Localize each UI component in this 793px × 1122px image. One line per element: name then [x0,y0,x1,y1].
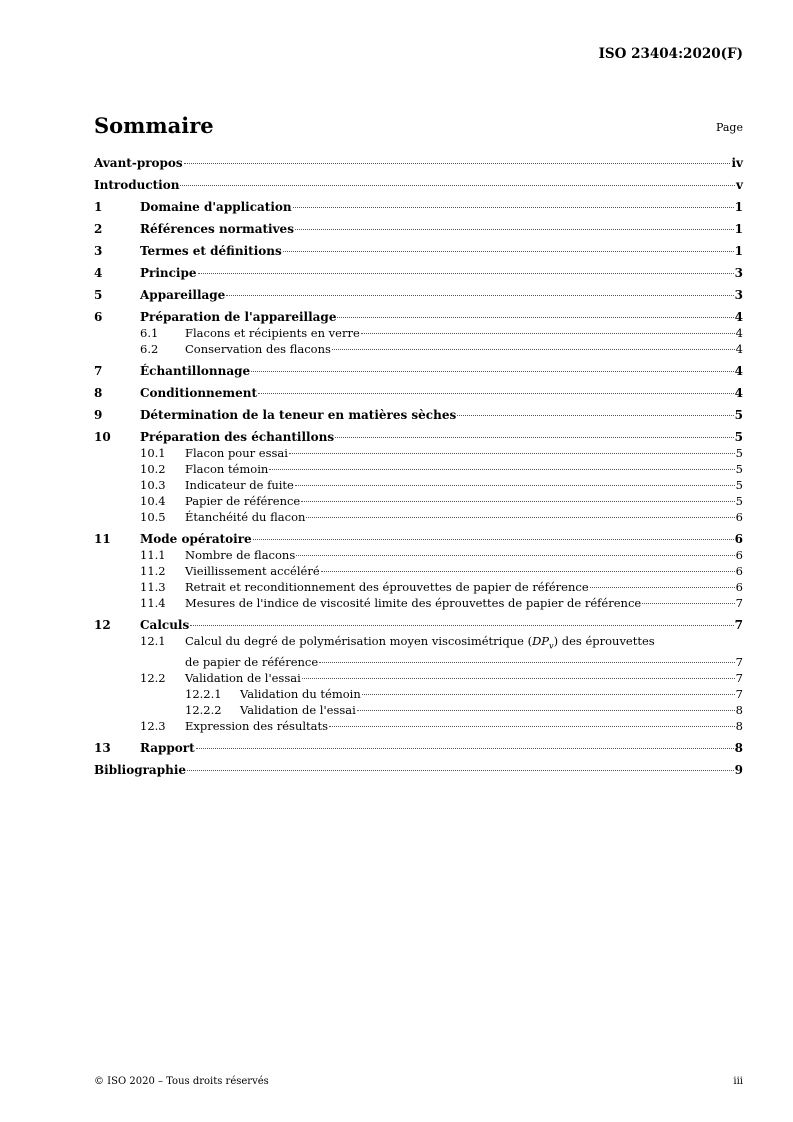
toc-entry-text: Expression des résultats [185,719,329,734]
toc-entry-page: 8 [735,703,743,718]
toc-entry-text: Papier de référence [185,494,301,508]
toc-entry-text: Bibliographie [94,763,187,778]
toc-entry-number: 10.5 [140,510,166,524]
toc-entry-page: 3 [734,288,743,302]
table-of-contents [94,156,743,778]
toc-entry-number: 1 [94,200,103,214]
toc-entry-8[interactable] [94,386,743,401]
toc-entry-avant-propos[interactable] [94,156,743,171]
toc-entry-text: Étanchéité du flacon [185,510,306,524]
toc-entry-text: Retrait et reconditionnement des éprouvettes de papier de référence [185,580,589,594]
toc-entry-page: 7 [735,687,743,702]
toc-entry-text: Avant-propos [94,156,183,170]
dot-leader [332,349,735,350]
toc-entry-number: 8 [94,386,103,400]
toc-entry-10-4[interactable] [94,493,743,509]
toc-entry-text: Calculs [140,618,190,632]
toc-entry-text: Rapport [140,741,195,756]
toc-entry-number: 10 [94,430,111,444]
toc-entry-page: 4 [735,342,743,356]
toc-entry-3[interactable] [94,244,743,259]
toc-entry-page: 8 [734,741,743,756]
dp-subscript: v [549,641,554,651]
toc-entry-text: Indicateur de fuite [185,478,294,492]
toc-entry-number: 5 [94,288,103,302]
dot-leader [295,485,735,486]
toc-entry-9[interactable] [94,408,743,423]
toc-entry-text: Détermination de la teneur en matières sèches [140,408,457,422]
toc-entry-text: Appareillage [140,288,226,302]
toc-entry-number: 3 [94,244,103,258]
toc-entry-text-part: Calcul du degré de polymérisation moyen viscosimétrique ( [185,634,533,648]
toc-entry-page: iv [731,156,743,170]
toc-entry-text: Conditionnement [140,386,258,400]
toc-entry-bibliographie[interactable] [94,763,743,778]
toc-entry-page: 7 [734,618,743,632]
toc-entry-number: 12.3 [140,719,166,734]
toc-entry-number: 6.1 [140,326,159,340]
dot-leader [258,393,734,394]
toc-entry-5[interactable] [94,288,743,303]
dot-leader [590,587,735,588]
toc-entry-page: 4 [734,364,743,378]
toc-entry-number: 6.2 [140,342,159,356]
dot-leader [251,371,733,372]
toc-entry-number: 9 [94,408,103,422]
toc-entry-text: Vieillissement accéléré [185,564,320,578]
toc-entry-number: 12.2.2 [185,703,222,718]
toc-entry-10-1[interactable] [94,445,743,461]
toc-entry-12[interactable] [94,618,743,633]
toc-entry-10[interactable] [94,430,743,445]
toc-entry-number: 13 [94,741,111,756]
toc-entry-text: Échantillonnage [140,364,251,378]
toc-entry-text: Termes et définitions [140,244,282,258]
toc-entry-page: 5 [734,408,743,422]
toc-title: Sommaire [94,113,214,138]
toc-entry-2[interactable] [94,222,743,237]
toc-entry-number: 12 [94,618,111,632]
copyright-notice: © ISO 2020 – Tous droits réservés [94,1076,269,1087]
toc-entry-11-4[interactable] [94,595,743,611]
toc-entry-text: Introduction [94,178,180,192]
toc-entry-11-3[interactable] [94,579,743,595]
toc-entry-text: Flacon témoin [185,462,269,476]
toc-entry-number: 12.2 [140,671,166,686]
toc-entry-6-2[interactable] [94,341,743,357]
toc-entry-12-3[interactable] [94,718,743,734]
dot-leader [362,694,735,695]
toc-entry-introduction[interactable] [94,178,743,193]
toc-entry-12-2[interactable] [94,670,743,686]
toc-entry-number: 11.4 [140,596,166,610]
toc-entry-6[interactable] [94,310,743,325]
toc-entry-number: 7 [94,364,103,378]
dp-symbol: DP [532,634,550,648]
page-column-label: Page [715,121,743,134]
toc-entry-page: 5 [734,430,743,444]
toc-entry-page: 6 [735,510,743,524]
toc-entry-10-3[interactable] [94,477,743,493]
toc-entry-number: 4 [94,266,103,280]
toc-entry-number: 10.1 [140,446,166,460]
toc-entry-page: 5 [735,462,743,476]
dot-leader [289,453,735,454]
toc-entry-page: 6 [734,532,743,546]
toc-entry-page: 4 [735,326,743,340]
dot-leader [642,603,734,604]
toc-entry-12-1-continuation[interactable] [94,654,743,670]
dot-leader [180,185,735,186]
dot-leader [457,415,733,416]
toc-entry-number: 10.3 [140,478,166,492]
toc-entry-text: Préparation des échantillons [140,430,335,444]
toc-entry-number: 11 [94,532,111,546]
dot-leader [269,469,734,470]
toc-entry-text: de papier de référence [185,655,319,670]
toc-entry-text: Références normatives [140,222,294,236]
toc-entry-text: Principe [140,266,197,280]
toc-entry-6-1[interactable] [94,325,743,341]
toc-entry-text: Flacons et récipients en verre [185,326,360,340]
toc-entry-12-1[interactable] [94,633,743,654]
toc-entry-text: Validation de l'essai [240,703,356,718]
toc-entry-12-2-2[interactable] [94,702,743,718]
toc-entry-page: 5 [735,478,743,492]
toc-entry-page: 7 [735,655,743,670]
dot-leader [337,317,733,318]
toc-entry-1[interactable] [94,200,743,215]
dot-leader [187,770,734,771]
toc-entry-number: 11.1 [140,548,166,562]
toc-entry-page: 1 [734,200,743,214]
toc-entry-4[interactable] [94,266,743,281]
toc-entry-number: 12.2.1 [185,687,222,702]
toc-entry-text: Flacon pour essai [185,446,288,460]
toc-entry-page: 9 [734,763,743,778]
toc-entry-page: 6 [735,548,743,562]
toc-entry-11-1[interactable] [94,547,743,563]
toc-entry-number: 11.2 [140,564,166,578]
toc-entry-page: 3 [734,266,743,280]
dot-leader [190,625,733,626]
toc-entry-text: Préparation de l'appareillage [140,310,337,324]
toc-entry-text-part: ) des éprouvettes [553,634,655,648]
dot-leader [283,251,734,252]
dot-leader [184,163,731,164]
toc-entry-page: 7 [735,596,743,610]
toc-entry-page: 6 [735,580,743,594]
dot-leader [226,295,733,296]
dot-leader [196,748,734,749]
page-number: iii [733,1076,743,1087]
dot-leader [302,678,735,679]
toc-entry-page: 1 [734,222,743,236]
toc-entry-page: 4 [734,386,743,400]
dot-leader [301,501,734,502]
dot-leader [306,517,734,518]
toc-entry-page: 1 [734,244,743,258]
dot-leader [361,333,735,334]
toc-entry-text: Nombre de flacons [185,548,296,562]
toc-entry-7[interactable] [94,364,743,379]
toc-entry-10-5[interactable] [94,509,743,525]
toc-entry-text: Validation de l'essai [185,671,301,686]
dot-leader [335,437,734,438]
toc-entry-number: 11.3 [140,580,166,594]
toc-entry-text: Domaine d'application [140,200,292,214]
toc-entry-text: Mesures de l'indice de viscosité limite des éprouvettes de papier de référence [185,596,642,610]
toc-entry-text: Mode opératoire [140,532,252,546]
dot-leader [253,539,734,540]
toc-entry-11-2[interactable] [94,563,743,579]
toc-entry-11[interactable] [94,532,743,547]
toc-entry-number: 10.2 [140,462,166,476]
toc-entry-page: 5 [735,446,743,460]
toc-entry-number: 10.4 [140,494,166,508]
dot-leader [295,229,734,230]
toc-entry-page: 8 [735,719,743,734]
toc-entry-13[interactable] [94,741,743,756]
toc-entry-number: 2 [94,222,103,236]
toc-entry-text [94,633,655,654]
toc-entry-text: Validation du témoin [240,687,361,702]
dot-leader [296,555,734,556]
dot-leader [293,207,734,208]
toc-entry-page: 6 [735,564,743,578]
toc-entry-number: 6 [94,310,103,324]
dot-leader [198,273,734,274]
toc-entry-page: 4 [734,310,743,324]
toc-entry-page: 5 [735,494,743,508]
document-id: ISO 23404:2020(F) [598,46,743,62]
toc-entry-number: 12.1 [140,634,166,648]
dot-leader [329,726,735,727]
toc-entry-page: v [736,178,743,192]
toc-entry-page: 7 [735,671,743,686]
dot-leader [321,571,735,572]
toc-entry-text: Conservation des flacons [185,342,331,356]
dot-leader [319,662,734,663]
dot-leader [357,710,735,711]
toc-entry-12-2-1[interactable] [94,686,743,702]
toc-entry-10-2[interactable] [94,461,743,477]
